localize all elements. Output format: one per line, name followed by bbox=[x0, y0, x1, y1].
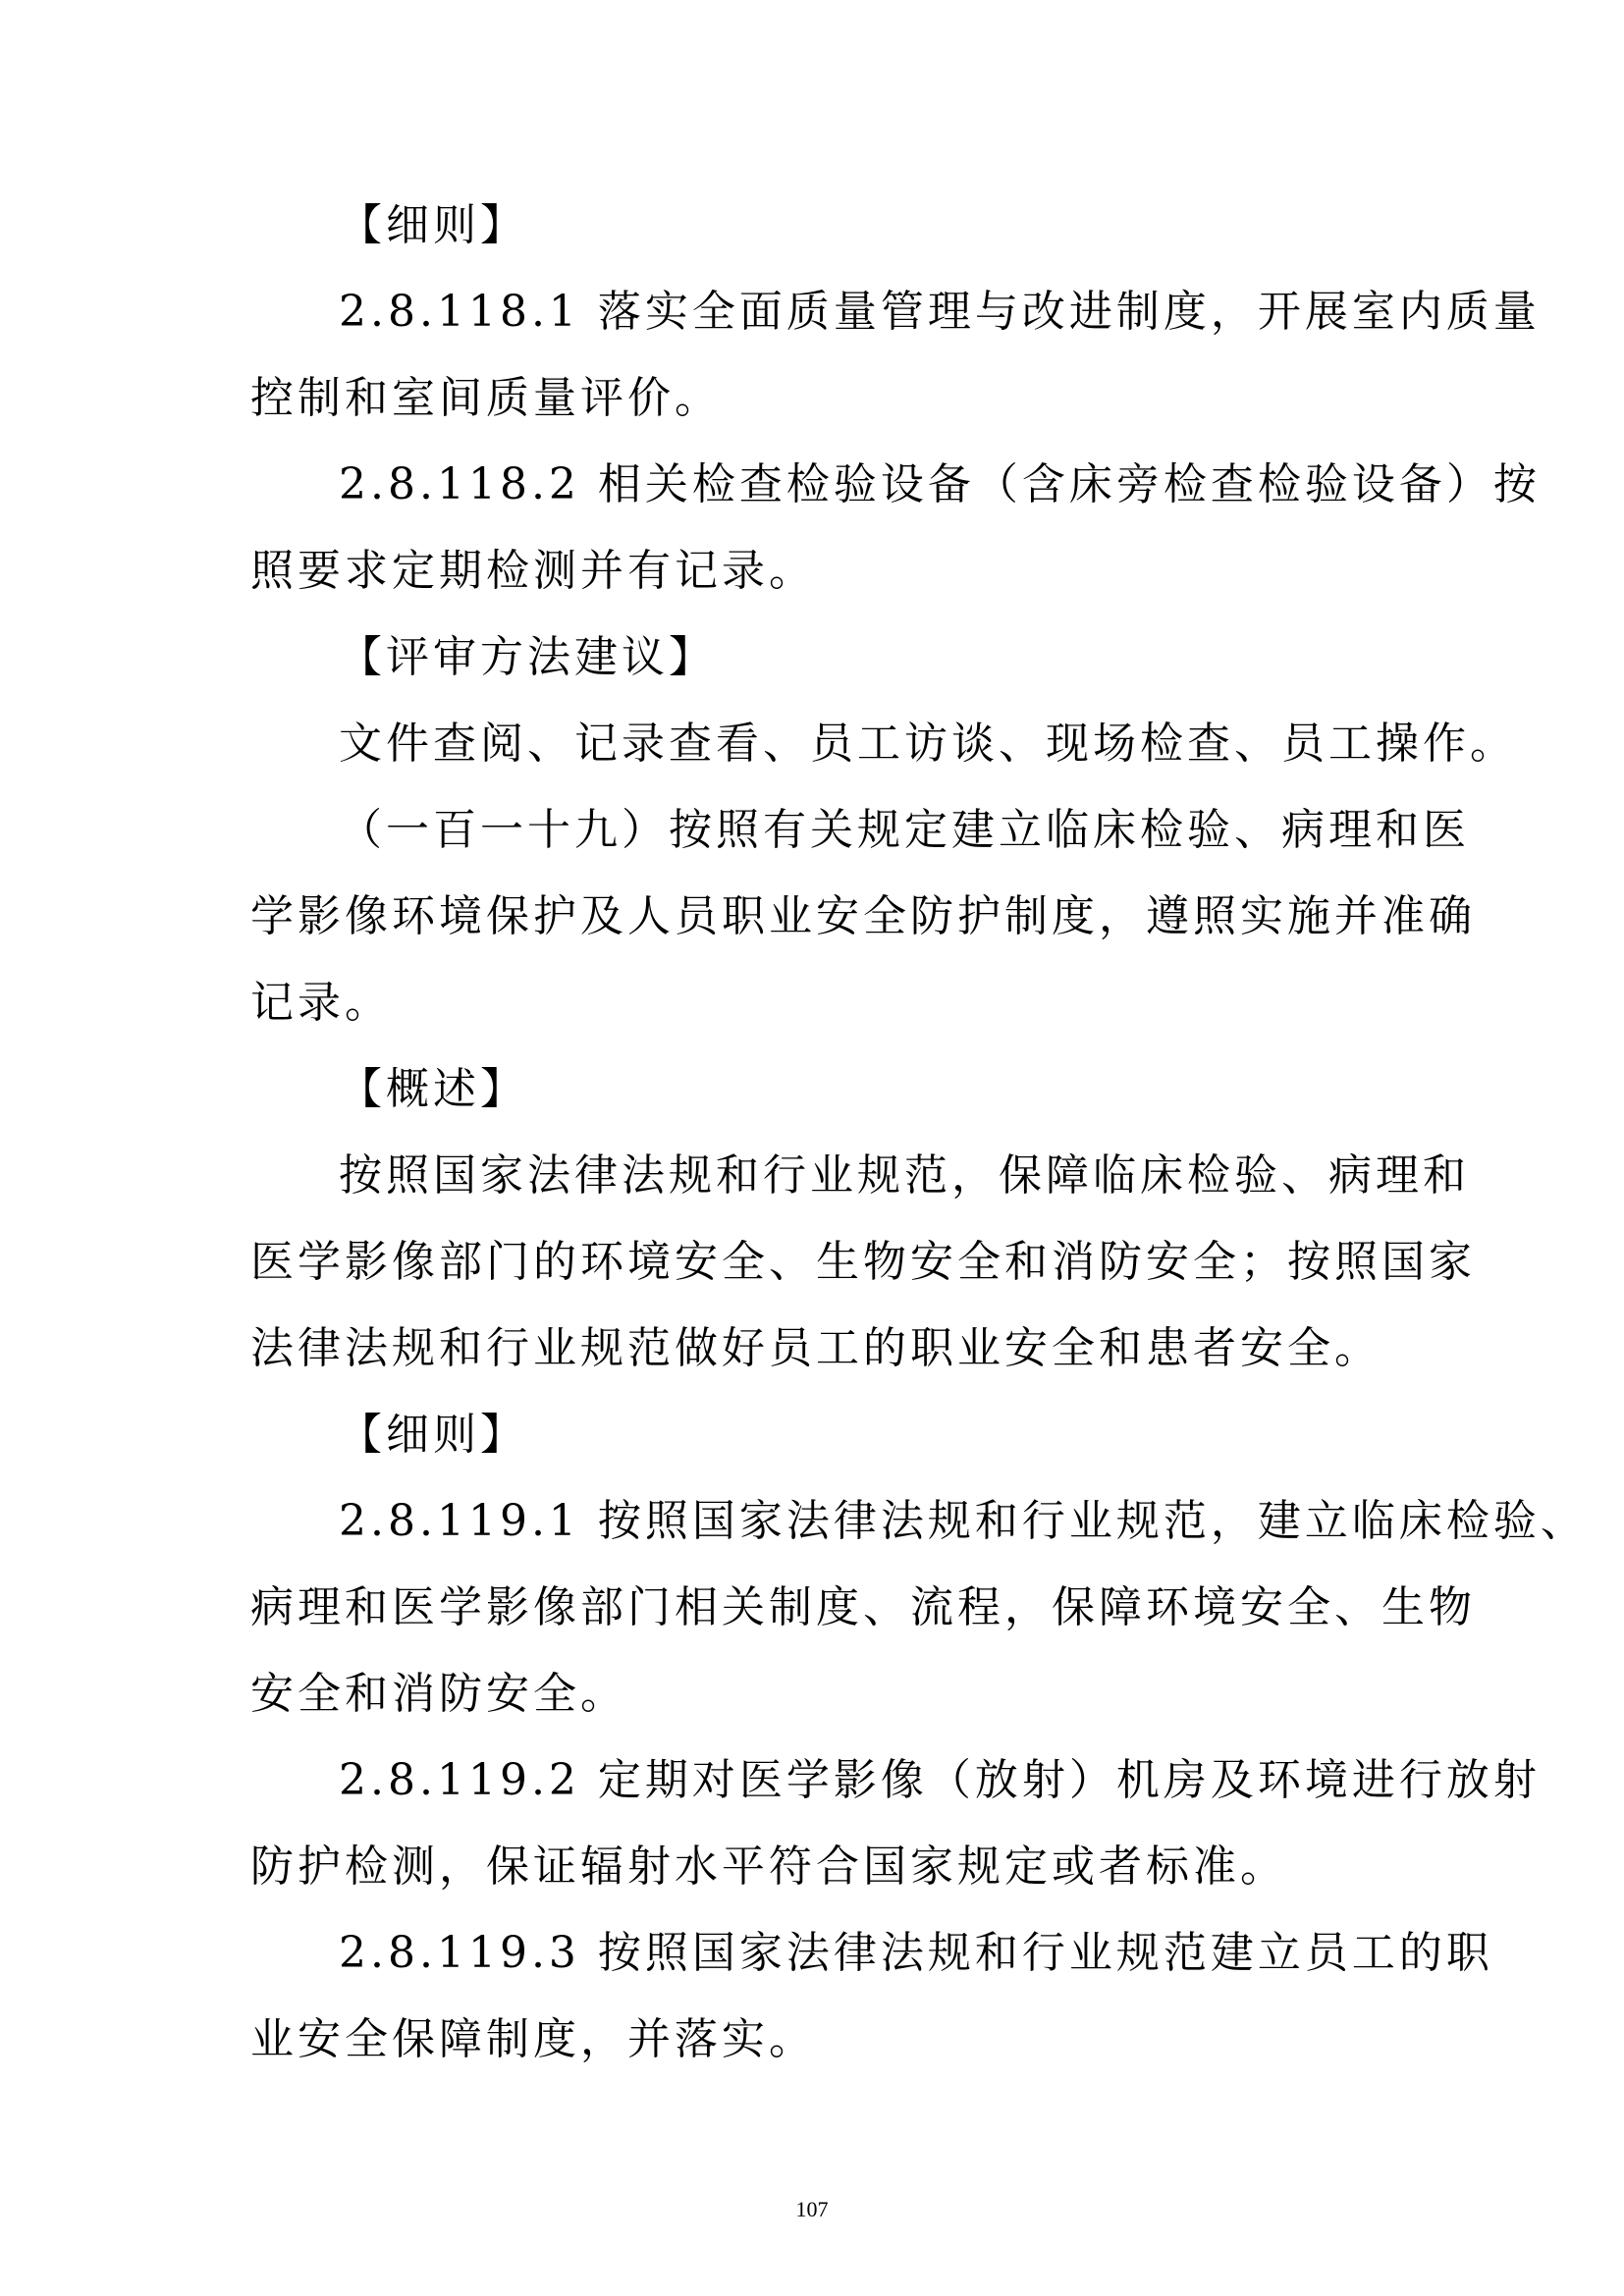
paragraph-line: 2.8.119.1 按照国家法律法规和行业规范，建立临床检验、 bbox=[339, 1496, 1588, 1546]
clause-heading-line: （一百一十九）按照有关规定建立临床检验、病理和医 bbox=[339, 805, 1470, 855]
paragraph-line: 防护检测，保证辐射水平符合国家规定或者标准。 bbox=[250, 1842, 1287, 1892]
paragraph-line: 安全和消防安全。 bbox=[250, 1669, 627, 1719]
clause-heading-line: 记录。 bbox=[250, 978, 392, 1028]
page-number: 107 bbox=[795, 2197, 829, 2221]
clause-heading-line: 学影像环境保护及人员职业安全防护制度，遵照实施并准确 bbox=[250, 891, 1476, 941]
section-heading-overview: 【概述】 bbox=[339, 1064, 527, 1114]
paragraph-line: 2.8.119.3 按照国家法律法规和行业规范建立员工的职 bbox=[339, 1928, 1493, 1978]
paragraph-line: 业安全保障制度，并落实。 bbox=[250, 2014, 816, 2064]
paragraph-line: 医学影像部门的环境安全、生物安全和消防安全；按照国家 bbox=[250, 1237, 1476, 1287]
paragraph-line: 2.8.119.2 定期对医学影像（放射）机房及环境进行放射 bbox=[339, 1755, 1541, 1805]
paragraph-line: 法律法规和行业规范做好员工的职业安全和患者安全。 bbox=[250, 1323, 1381, 1373]
paragraph-line: 2.8.118.2 相关检查检验设备（含床旁检查检验设备）按 bbox=[339, 459, 1541, 509]
paragraph-line: 病理和医学影像部门相关制度、流程，保障环境安全、生物 bbox=[250, 1582, 1476, 1632]
paragraph-line: 控制和室间质量评价。 bbox=[250, 373, 722, 423]
section-heading-details: 【细则】 bbox=[339, 200, 527, 250]
paragraph-line: 按照国家法律法规和行业规范，保障临床检验、病理和 bbox=[339, 1150, 1470, 1201]
paragraph-line: 文件查阅、记录查看、员工访谈、现场检查、员工操作。 bbox=[339, 719, 1517, 769]
paragraph-line: 照要求定期检测并有记录。 bbox=[250, 546, 816, 596]
section-heading-details: 【细则】 bbox=[339, 1410, 527, 1460]
section-heading-review-method: 【评审方法建议】 bbox=[339, 632, 716, 682]
paragraph-line: 2.8.118.1 落实全面质量管理与改进制度，开展室内质量 bbox=[339, 287, 1541, 337]
